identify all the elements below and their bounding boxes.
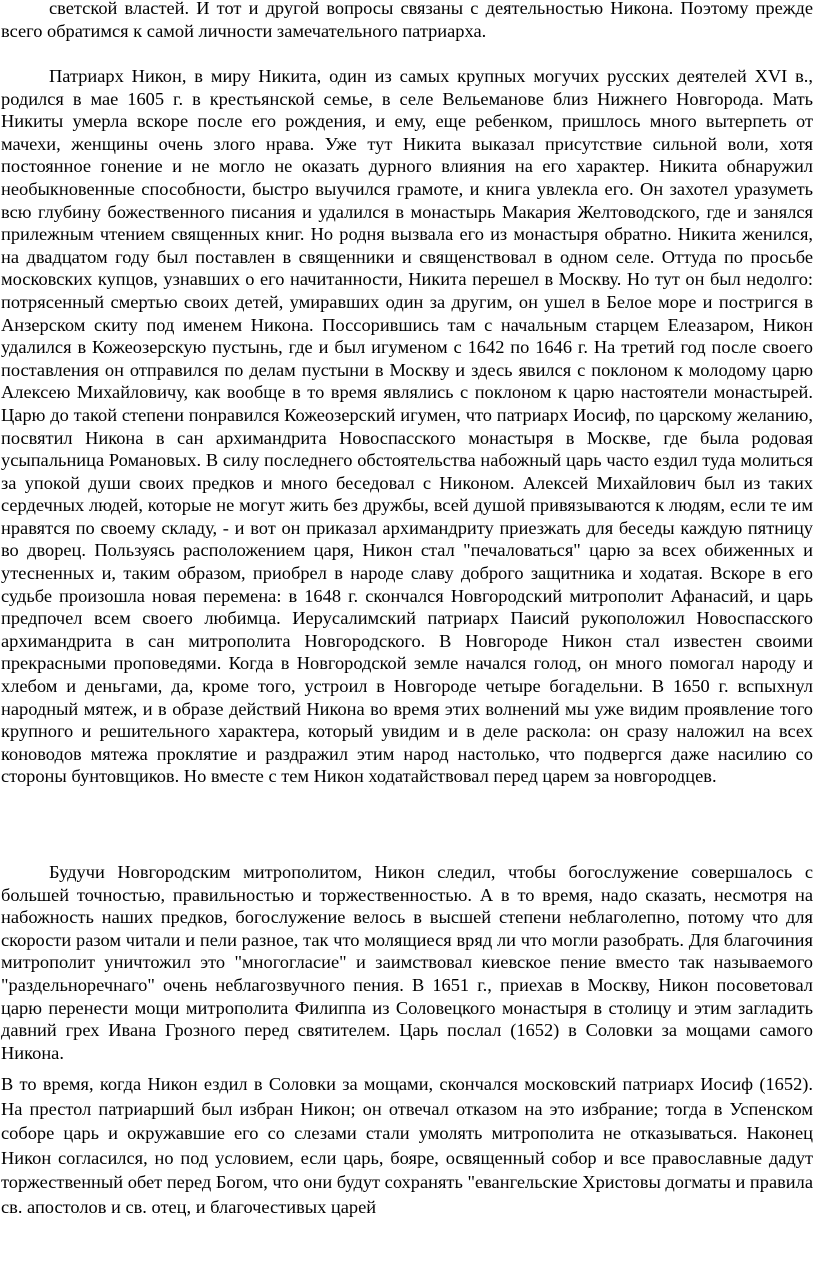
paragraph-novgorod-metropolitan: Будучи Новгородским митрополитом, Никон следил, чтобы богослужение совершалось с большей точностью, правильностью и торжественностью. А в то время, надо сказать, несмотря на набожность наших предков, богослужение велось в высшей степени неблаголепно, потому что для скорости разом читали и пели разное, так что молящиеся вряд ли что могли разобрать. Для благочиния митрополит уничтожил это "многогласие" и заимствовал киевское пение вместо так называемого "раздельноречнаго" очень неблагозвучного пения. В 1651 г., приехав в Москву, Никон посоветовал царю перенести мощи митрополита Филиппа из Соловецкого монастыря в столицу и этим загладить давний грех Ивана Грозного перед святителем. Царь послал (1652) в Соловки за мощами самого Никона. [1, 862, 813, 1063]
paragraph-intro: светской властей. И тот и другой вопросы связаны с деятельностью Никона. Поэтому прежде всего обратимся к самой личности замечательного патриарха. [1, 0, 813, 41]
paragraph-nikon-biography: Патриарх Никон, в миру Никита, один из самых крупных могучих русских деятелей XVI в., родился в мае 1605 г. в крестьянской семье, в селе Вельеманове близ Нижнего Новгорода. Мать Никиты умерла вскоре после его рождения, и ему, еще ребенком, пришлось много вытерпеть от мачехи, женщины очень злого нрава. Уже тут Никита выказал присутствие сильной воли, хотя постоянное гонение и не могло не оказать дурного влияния на его характер. Никита обнаружил необыкновенные способности, быстро выучился грамоте, и книга увлекла его. Он захотел уразуметь всю глубину божественного писания и удалился в монастырь Макария Желтоводского, где и занялся прилежным чтением священных книг. Но родня вызвала его из монастыря обратно. Никита женился, на двадцатом году был поставлен в священники и священствовал в одном селе. Оттуда по просьбе московских купцов, узнавших о его начитанности, Никита перешел в Москву. Но тут он был недолго: потрясенный смертью своих детей, умиравших один за другим, он ушел в Белое море и постригся в Анзерском скиту под именем Никона. Поссорившись там с начальным старцем Елеазаром, Никон удалился в Кожеозерскую пустынь, где и был игуменом с 1642 по 1646 г. На третий год после своего поставления он отправился по делам пустыни в Москву и здесь явился с поклоном к молодому царю Алексею Михайловичу, как вообще в то время являлись с поклоном к царю настоятели монастырей. Царю до такой степени понравился Кожеозерский игумен, что патриарх Иосиф, по царскому желанию, посвятил Никона в сан архимандрита Новоспасского монастыря в Москве, где была родовая усыпальница Романовых. В силу последнего обстоятельства набожный царь часто ездил туда молиться за упокой души своих предков и много беседовал с Никоном. Алексей Михайлович был из таких сердечных людей, которые не могут жить без дружбы, всей душой привязываются к людям, если те им нравятся по своему складу, - и вот он приказал архимандриту приезжать для беседы каждую пятницу во дворец. Пользуясь расположением царя, Никон стал "печаловаться" царю за всех обиженных и утесненных и, таким образом, приобрел в народе славу доброго защитника и ходатая. Вскоре в его судьбе произошла новая перемена: в 1648 г. скончался Новгородский митрополит Афанасий, и царь предпочел всем своего любимца. Иерусалимский патриарх Паисий рукоположил Новоспасского архимандрита в сан митрополита Новгородского. В Новгороде Никон стал известен своими прекрасными проповедями. Когда в Новгородской земле начался голод, он много помогал народу и хлебом и деньгами, да, кроме того, устроил в Новгороде четыре богадельни. В 1650 г. вспыхнул народный мятеж, и в образе действий Никона во время этих волнений мы уже видим проявление того крупного и решительного характера, который увидим и в деле раскола: он сразу наложил на всех коноводов мятежа проклятие и раздражил этим народ настолько, что подвергся даже насилию со стороны бунтовщиков. Но вместе с тем Никон ходатайствовал перед царем за новгородцев. [1, 66, 813, 787]
paragraph-patriarch-election: В то время, когда Никон ездил в Соловки за мощами, скончался московский патриарх Иосиф (1652). На престол патриарший был избран Никон; он отвечал отказом на это избрание; тогда в Успенском соборе царь и окружавшие его со слезами стали умолять митрополита не отказываться. Наконец Никон согласился, но под условием, если царь, бояре, освященный собор и все православные дадут торжественный обет перед Богом, что они будут сохранять "евангельские Христовы догматы и правила св. апостолов и св. отец, и благочестивых царей [1, 1074, 813, 1217]
